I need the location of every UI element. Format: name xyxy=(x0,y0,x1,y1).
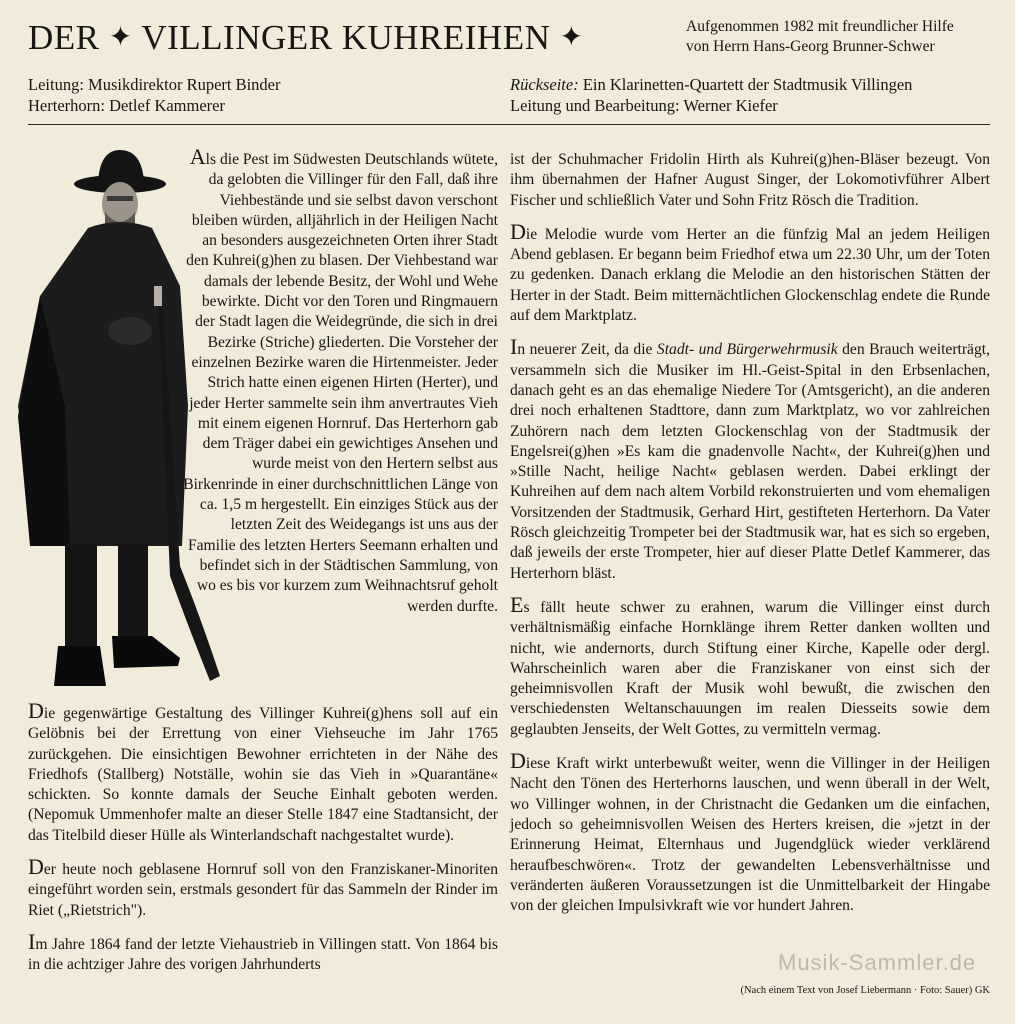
paragraph-1 xyxy=(180,144,498,617)
drop-initial: E xyxy=(510,591,524,617)
drop-initial: D xyxy=(28,698,44,723)
paragraph-text: ie gegenwärtige Gestaltung des Villinger Kuhrei(g)hens soll auf ein Gelöbnis bei der Errettung von einer Viehseuche im Jahr 1765 zurückgehen. Die einsichtigen Bewohner errichteten in der Nähe des Friedhofs (Stallberg) Notställe, wohin sie das Vieh in »Quarantäne« schickten. So konnte damals der Seuche Einhalt geboten werden. (Nepomuk Ummenhofer malte an dieser Stelle 1847 eine Stadtansicht, der das Titelbild dieser Hülle als Winterlandschaft nachgestaltet wurde). xyxy=(28,705,498,844)
recording-note-line-2: von Herrn Hans-Georg Brunner-Schwer xyxy=(686,38,935,55)
drop-initial: D xyxy=(28,854,44,880)
credit-conductor: Leitung: Musikdirektor Rupert Binder xyxy=(28,75,281,94)
backside-label: Rückseite: xyxy=(510,75,579,94)
paragraph-5: ist der Schuhmacher Fridolin Hirth als Kuhrei(g)hen-Bläser bezeugt. Von ihm übernahmen der Hafner August Singer, der Lokomotivführer Albert Fischer und schließlich Vater und Sohn Fritz Rösch die Tradition. xyxy=(510,151,990,209)
paragraph-text: er heute noch geblasene Hornruf soll von den Franziskaner-Minoriten eingeführt worden sein, erstmals gesondert für das Sammeln der Rinder im Riet („Rietstrich"). xyxy=(28,861,498,919)
paragraph-6 xyxy=(510,218,990,326)
drop-initial: A xyxy=(189,144,206,169)
drop-initial: I xyxy=(28,928,36,954)
paragraph-3 xyxy=(28,854,498,921)
paragraph-text: iese Kraft wirkt unterbewußt weiter, wenn die Villinger in der Heiligen Nacht den Tönen des Herterhorns lauschen, und wenn überall in der Welt, wo Villinger wohnen, in der Christnacht die Gedanken um die einfachen, jedoch so geheimnisvollen Weisen des Herters kreisen, die »jetzt in der Erinnerung Heimat, Elternhaus und Jugendglück wieder verklärend heraufbeschwören«. Trotz der gewandelten Lebensverhältnisse und veränderten äußeren Voraussetzungen ist die Unmittelbarkeit der Hingabe von der gleichen Impulsivkraft wie vor hundert Jahren. xyxy=(510,755,990,915)
credit-backside xyxy=(510,74,1000,95)
paragraph-4 xyxy=(28,928,498,976)
paragraph-text: m Jahre 1864 fand der letzte Viehaustrieb in Villingen statt. Von 1864 bis in die achtziger Jahre des vorigen Jahrhunderts xyxy=(28,935,498,974)
credit-arrangement: Leitung und Bearbeitung: Werner Kiefer xyxy=(510,96,778,115)
paragraph-text: s fällt heute schwer zu erahnen, warum die Villinger einst durch verhältnismäßig einfache Hornklänge ihrem Retter danken wollten und nicht, wie andernorts, durch Stiftung einer Kirche, Kapelle oder dergl. Wahrscheinlich waren aber die Franziskaner von einst sich der geheimnisvollen Kraft der Musik wohl bewußt, die zwischen den verschiedensten Weltanschauungen im realen Diesseits sowie dem geglaubten Jenseits, der Welt Gottes, zu vermitteln vermag. xyxy=(510,598,990,738)
paragraph-9 xyxy=(510,748,990,916)
watermark: Musik-Sammler.de xyxy=(778,950,977,975)
title-part-2: VILLINGER KUHREIHEN xyxy=(141,18,551,57)
title-part-1: DER xyxy=(28,18,100,57)
credit-horn: Herterhorn: Detlef Kammerer xyxy=(28,96,225,115)
paragraph-text: ls die Pest im Südwesten Deutschlands wütete, da gelobten die Villinger für den Fall, daß ihre Viehbestände und sie selbst davon verschont bleiben würden, alljährlich in der Heiligen Nacht an besonders ausgezeichneten Orten ihrer Stadt den Kuhrei(g)hen zu blasen. Der Viehbestand war damals der lebende Besitz, der Wohl und Wehe bewirkte. Dicht vor den Toren und Ringmauern der Stadt lagen die Weidegründe, die sich in drei Bezirke (Striche) gliederten. Die Vorsteher der einzelnen Bezirke waren die Hirtenmeister. Jeder Strich hatte einen eigenen Hirten (Herter), und jeder Herter sammelte sein ihm anvertrautes Vieh mit einem eigenen Hornruf. Das Herterhorn gab dem Träger dabei ein gewichtiges Ansehen und wurde meist von den Hertern selbst aus Birkenrinde in einer durchschnittlichen Länge von ca. 1,5 m hergestellt. Ein einziges Stück aus der letzten Zeit des Weidegangs ist uns aus der Familie des letzten Herters Seemann erhalten und befindet sich in der Städtischen Sammlung, von wo es bis vor kurzem zum Weihnachtsruf geholt werden durfte. xyxy=(183,151,498,615)
paragraph-text: ie Melodie wurde vom Herter an die fünfzig Mal an jedem Heiligen Abend geblasen. Er begann beim Friedhof etwa um 22.30 Uhr, um der Toten zu gedenken. Danach erklang die Melodie an den historischen Stätten der Herter in der Stadt. Beim mitternächtlichen Glockenschlag endete die Runde auf dem Marktplatz. xyxy=(510,225,990,325)
recording-note xyxy=(686,17,1006,57)
credits-left xyxy=(28,74,488,116)
photo-caption: (Nach einem Text von Josef Liebermann · Foto: Sauer) GK xyxy=(740,985,990,996)
drop-initial: I xyxy=(510,334,518,360)
star-ornament-icon: ✦ xyxy=(108,22,133,53)
paragraph-2 xyxy=(28,698,498,846)
drop-initial: D xyxy=(510,748,526,774)
page-title xyxy=(28,16,584,60)
backside-text: Ein Klarinetten-Quartett der Stadtmusik Villingen xyxy=(578,75,913,94)
right-column xyxy=(510,150,990,916)
credits-right xyxy=(510,74,1000,116)
paragraph-7 xyxy=(510,334,990,584)
star-ornament-icon: ✦ xyxy=(559,22,584,53)
drop-initial: D xyxy=(510,218,526,244)
paragraph-text: n neuerer Zeit, da die xyxy=(517,341,657,359)
intro-paragraph xyxy=(180,144,498,617)
paragraph-text: den Brauch weiterträgt, versammeln sich die Musiker im Hl.-Geist-Spital in den Erbsenlachen, danach geht es an das ehemalige Niedere Tor (Amtsgericht), an die anderen drei noch erhaltenen Stadttore, dann zum Marktplatz, wo vor zahlreichen Zuhörern nach dem letzten Glockenschlag von der Stadtmusik der Engelsrei(g)hen »Es kam die gnadenvolle Nacht«, der Kuhrei(g)hen und »Stille Nacht, heilige Nacht« geblasen werden. Dabei erklingt der Kuhreihen auf dem nach altem Vorbild rekonstruierten und vom ehemaligen Vorsitzenden der Stadtmusik, Gerhard Hirt, gestifteten Herterhorn. Da Vater Rösch gleichzeitig Trompeter bei der Stadtmusik war, hat es sich so ergeben, daß jeweils der erste Trompeter, hier auf dieser Platte Detlef Kammerer, das Herterhorn bläst. xyxy=(510,341,990,582)
paragraph-8 xyxy=(510,591,990,740)
header-divider xyxy=(28,124,990,125)
left-column xyxy=(28,698,498,976)
recording-note-line-1: Aufgenommen 1982 mit freundlicher Hilfe xyxy=(686,18,954,35)
paragraph-italic: Stadt- und Bürgerwehrmusik xyxy=(656,341,838,359)
